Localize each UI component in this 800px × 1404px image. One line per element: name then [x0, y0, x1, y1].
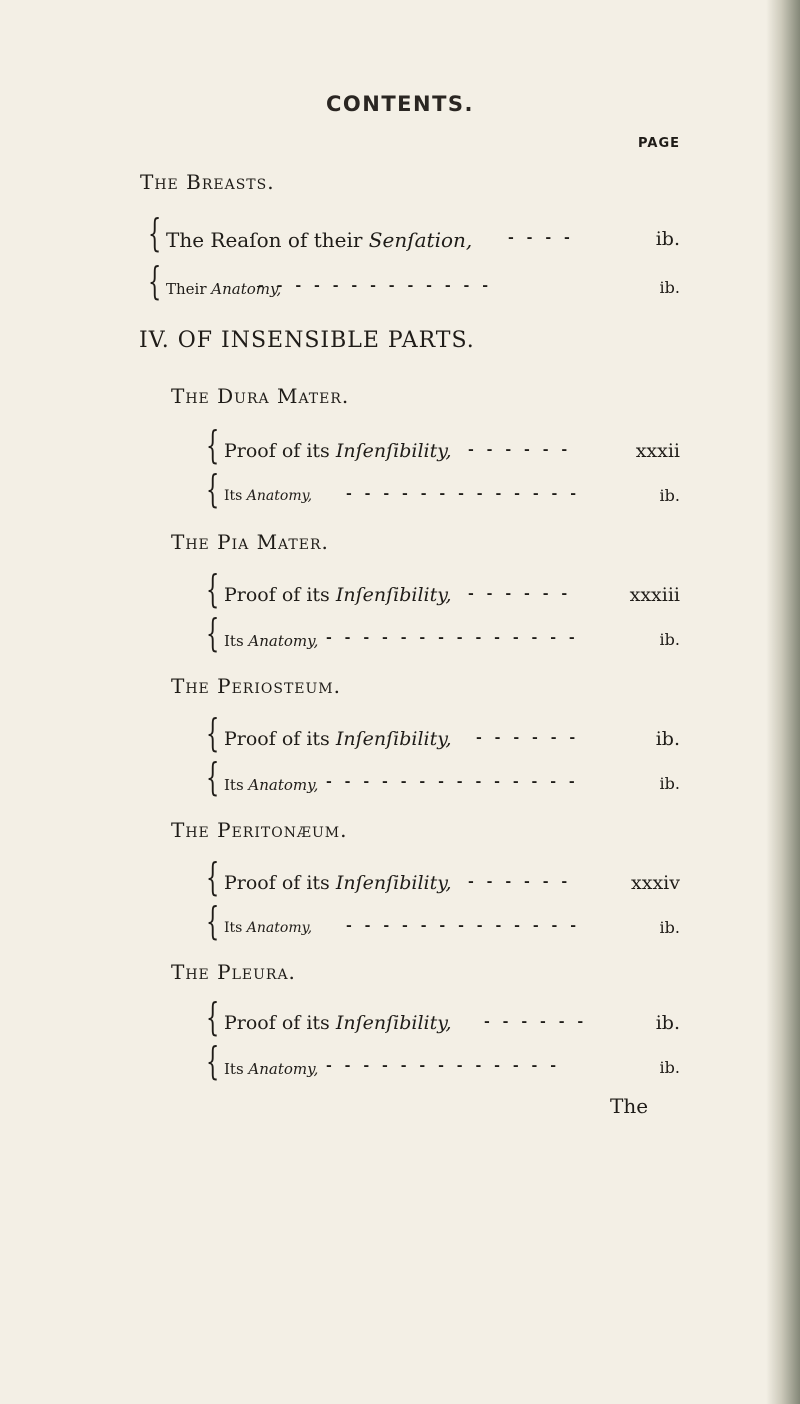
page-number: xxxii [635, 440, 680, 462]
entry-label [224, 920, 312, 936]
entry-italic: Inſenſibility, [335, 1012, 452, 1034]
brace-icon: { [206, 611, 220, 655]
page-number: ib. [655, 728, 680, 750]
entry-italic: Inſenſibility, [335, 584, 452, 606]
section-heading: The Pia Mater. [171, 530, 329, 554]
brace-icon: { [206, 567, 220, 611]
entry-italic: Anatomy, [246, 488, 313, 504]
leader-dots: - - - - - - - - - - - - - [346, 486, 581, 502]
entry-italic: Anatomy, [248, 632, 319, 650]
page-number: ib. [659, 918, 680, 937]
leader-dots: - - - - - - - - - - - - - [326, 1058, 561, 1074]
entry-prefix: Proof of its [224, 440, 336, 462]
entry-label [224, 632, 318, 650]
brace-icon: { [206, 899, 220, 943]
leader-dots: - - - - - - - - - - - - - [346, 918, 581, 934]
brace-icon: { [206, 423, 220, 467]
toc-entry [206, 755, 688, 806]
page-header: CONTENTS. [325, 92, 474, 116]
toc-entry [206, 1039, 688, 1090]
entry-label [224, 584, 452, 606]
page-number: xxxiv [631, 872, 680, 894]
brace-icon: { [206, 1039, 220, 1083]
page-number: ib. [659, 486, 680, 505]
leader-dots: - - - - - - - - - - - - - [258, 278, 493, 294]
brace-icon: { [148, 211, 162, 255]
brace-icon: { [206, 995, 220, 1039]
entry-label [224, 776, 318, 794]
section-heading: The Periosteum. [171, 674, 341, 698]
entry-italic: Inſenſibility, [335, 440, 452, 462]
page-number: ib. [659, 1058, 680, 1077]
page-number: ib. [655, 228, 680, 250]
brace-icon: { [206, 755, 220, 799]
entry-prefix: Its [224, 920, 247, 936]
brace-icon: { [206, 711, 220, 755]
entry-italic: Anatomy, [246, 920, 313, 936]
entry-italic: Senſation, [368, 228, 473, 252]
toc-entry [206, 567, 688, 618]
brace-icon: { [148, 259, 162, 303]
part-heading: IV. OF INSENSIBLE PARTS. [139, 328, 475, 353]
entry-italic: Anatomy, [248, 1060, 319, 1078]
page-edge-shadow [766, 0, 800, 1404]
entry-italic: Inſenſibility, [335, 872, 452, 894]
leader-dots: - - - - - - - - - - - - - - [326, 774, 579, 790]
entry-prefix: Proof of its [224, 1012, 336, 1034]
entry-label [224, 728, 452, 750]
entry-italic: Anatomy, [211, 280, 282, 298]
leader-dots: - - - - - - [468, 442, 572, 458]
toc-entry [206, 611, 688, 662]
brace-icon: { [206, 467, 220, 511]
entry-italic: Inſenſibility, [335, 728, 452, 750]
entry-prefix: Its [224, 776, 249, 794]
leader-dots: - - - - - - [468, 874, 572, 890]
section-heading: The Dura Mater. [171, 384, 350, 408]
section-heading: The Peritonæum. [171, 818, 348, 842]
entry-label [224, 872, 452, 894]
toc-entry [206, 711, 688, 762]
page-number: ib. [659, 774, 680, 793]
entry-prefix: Proof of its [224, 584, 336, 606]
toc-entry [206, 423, 688, 474]
leader-dots: - - - - - - [484, 1014, 588, 1030]
page-number: xxxiii [629, 584, 680, 606]
entry-prefix: Their [166, 280, 212, 298]
leader-dots: - - - - - - - - - - - - - - [326, 630, 579, 646]
entry-label [166, 228, 472, 252]
page-column-label: PAGE [638, 136, 680, 151]
entry-prefix: Proof of its [224, 872, 336, 894]
entry-prefix: Its [224, 488, 247, 504]
entry-label [224, 440, 452, 462]
entry-label [224, 1060, 318, 1078]
section-heading: The Breasts. [140, 170, 275, 194]
toc-entry [206, 899, 688, 950]
entry-prefix: The Reaſon of their [166, 228, 369, 252]
brace-icon: { [206, 855, 220, 899]
entry-prefix: Its [224, 632, 249, 650]
entry-label [224, 488, 312, 504]
leader-dots: - - - - - - [468, 586, 572, 602]
page-number: ib. [659, 278, 680, 297]
toc-entry [206, 467, 688, 518]
leader-dots: - - - - - - [476, 730, 580, 746]
section-heading: The Pleura. [171, 960, 296, 984]
entry-label [224, 1012, 452, 1034]
catchword: The [610, 1094, 649, 1118]
entry-prefix: Its [224, 1060, 249, 1078]
page-number: ib. [655, 1012, 680, 1034]
page-number: ib. [659, 630, 680, 649]
toc-entry [148, 211, 688, 262]
toc-entry [148, 259, 688, 310]
entry-prefix: Proof of its [224, 728, 336, 750]
entry-italic: Anatomy, [248, 776, 319, 794]
toc-entry [206, 995, 688, 1046]
toc-entry [206, 855, 688, 906]
leader-dots: - - - - [508, 230, 574, 246]
